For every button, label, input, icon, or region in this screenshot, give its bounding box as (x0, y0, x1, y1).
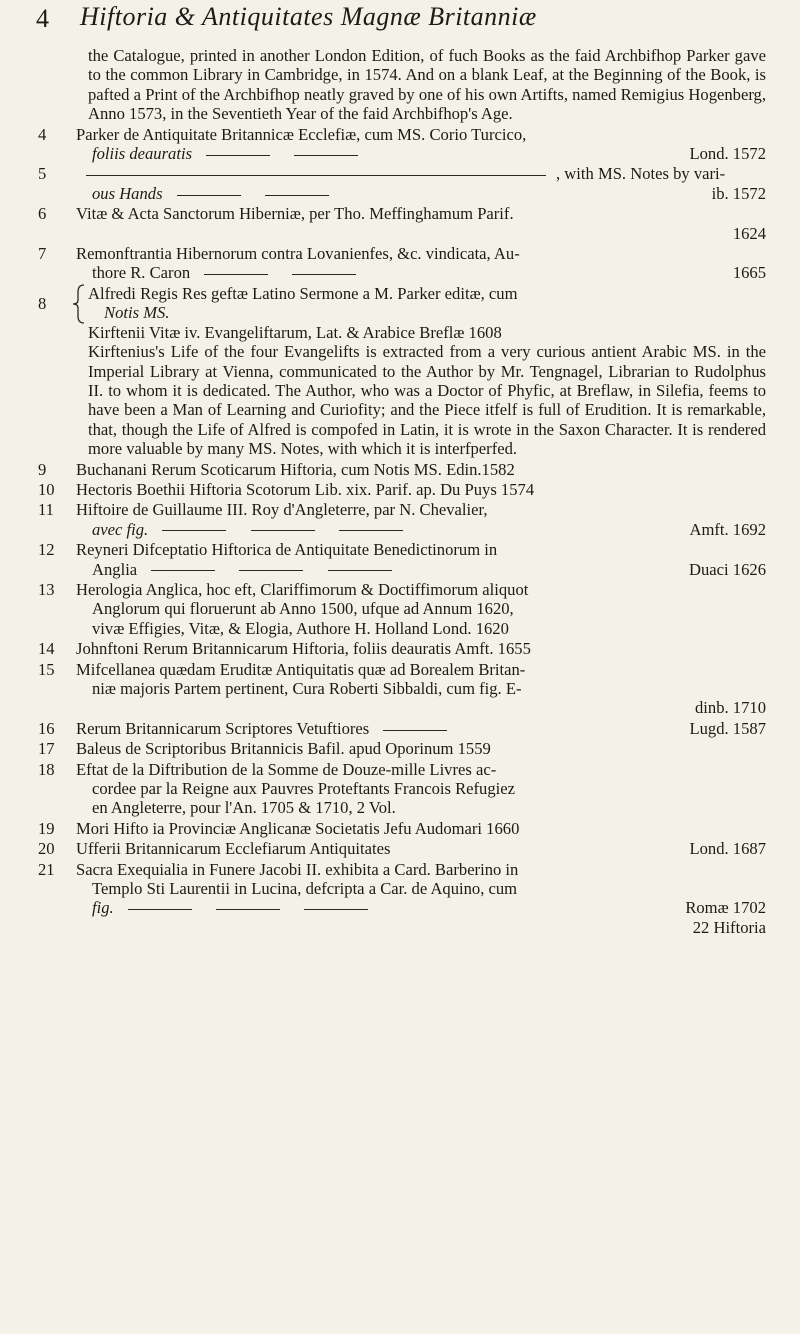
ditto-dash (216, 909, 280, 910)
entry-imprint: ib. 1572 (711, 183, 766, 203)
entry-line: fig. (92, 898, 114, 918)
entry-line: vivæ Effigies, Vitæ, & Elogia, Authore H. Holland Lond. 1620 (92, 618, 509, 638)
ditto-dash (239, 570, 303, 571)
entry-line: Reyneri Difceptatio Hiftorica de Antiquitate Benedictinorum in (76, 540, 498, 560)
entry-line: foliis deauratis (92, 144, 193, 164)
entry-line: ous Hands (92, 183, 163, 203)
entry-line: avec fig. (92, 519, 149, 539)
entry-number: 21 (38, 859, 55, 879)
entry-line: Vitæ & Acta Sanctorum Hiberniæ, per Tho. Meffinghamum Parif. (76, 204, 514, 224)
catalogue-entry (0, 580, 800, 638)
entry-line: thore R. Caron (92, 263, 191, 283)
entry-number: 15 (38, 659, 55, 679)
ditto-dash (292, 274, 356, 275)
entry-imprint: Lond. 1572 (689, 144, 766, 164)
entry-line: Hiftoire de Guillaume III. Roy d'Angleterre, par N. Chevalier, (76, 500, 488, 520)
entry-line: Kirftenii Vitæ iv. Evangeliftarum, Lat. & Arabice Breflæ 1608 (88, 322, 502, 342)
entry-line: Mifcellanea quædam Eruditæ Antiquitatis quæ ad Borealem Britan- (76, 659, 526, 679)
catalogue-entry (0, 480, 800, 499)
entry-line: Herologia Anglica, hoc eft, Clariffimorum & Doctiffimorum aliquot (76, 579, 529, 599)
ditto-dash (328, 570, 392, 571)
entry-number: 14 (38, 639, 55, 659)
ditto-dash (265, 195, 329, 196)
entry-imprint: Duaci 1626 (689, 559, 766, 579)
ditto-dash (251, 530, 315, 531)
entry-imprint: dinb. 1710 (695, 698, 766, 718)
entry-number: 10 (38, 479, 55, 499)
catalogue-entry (0, 284, 800, 342)
catalogue-entry (0, 500, 800, 539)
entry-number: 5 (38, 164, 47, 184)
entry-imprint: 1665 (732, 263, 766, 283)
entry-number: 13 (38, 579, 55, 599)
ditto-dash (128, 909, 192, 910)
intro-paragraph: the Catalogue, printed in another London Edition, of fuch Books as the faid Archbifhop Parker gave to the common Library in Cambridge, in 1574. And on a blank Leaf, at the Beginning of the Book, is pafted a Print of the Archbifhop neatly graved by one of his own Artifts, named Remigius Hogenberg, Anno 1573, in the Seventieth Year of the faid Archbifhop's Age. (88, 46, 766, 124)
ditto-dash (151, 570, 215, 571)
entry-line: Sacra Exequialia in Funere Jacobi II. exhibita a Card. Barberino in (76, 859, 519, 879)
catalogue-entry (0, 660, 800, 718)
catchword: 22 Hiftoria (692, 917, 766, 937)
entry-number: 19 (38, 818, 55, 838)
entry-line: , with MS. Notes by vari- (556, 164, 726, 184)
entry-line: Johnftoni Rerum Britannicarum Hiftoria, foliis deauratis Amft. 1655 (76, 639, 531, 659)
catalogue-entry (0, 760, 800, 818)
brace-icon (72, 284, 86, 324)
entry-number: 18 (38, 759, 55, 779)
entry-line: en Angleterre, pour l'An. 1705 & 1710, 2 Vol. (92, 798, 396, 818)
page-content (0, 46, 800, 937)
entry-line: Hectoris Boethii Hiftoria Scotorum Lib. xix. Parif. ap. Du Puys 1574 (76, 479, 535, 499)
entry-line: Eftat de la Diftribution de la Somme de Douze-mille Livres ac- (76, 759, 497, 779)
catalogue-entry (0, 244, 800, 283)
entry-line: niæ majoris Partem pertinent, Cura Roberti Sibbaldi, cum fig. E- (92, 679, 522, 698)
ditto-dash (304, 909, 368, 910)
entry-line: Buchanani Rerum Scoticarum Hiftoria, cum Notis MS. Edin.1582 (76, 459, 515, 479)
catalogue-entry (0, 739, 800, 758)
ditto-dash (177, 195, 241, 196)
page-number: 4 (36, 4, 49, 33)
entry-line: Anglia (92, 559, 138, 579)
entry-line: Ufferii Britannicarum Ecclefiarum Antiquitates (76, 839, 391, 859)
catalogue-entry (0, 839, 800, 858)
entry-number: 20 (38, 839, 55, 859)
entry-number: 4 (38, 124, 47, 144)
ditto-dash (339, 530, 403, 531)
entry-number: 11 (38, 500, 54, 520)
entry-line: Baleus de Scriptoribus Britannicis Bafil. apud Oporinum 1559 (76, 739, 491, 759)
catalogue-entry (0, 860, 800, 918)
ditto-dash (162, 530, 226, 531)
catalogue-entry (0, 540, 800, 579)
entry-imprint: 1624 (732, 223, 766, 243)
entry-number: 8 (38, 293, 47, 313)
entry-number: 7 (38, 244, 47, 264)
catalogue-entry (0, 819, 800, 838)
entry-number: 16 (38, 718, 55, 738)
entry-number: 12 (38, 540, 55, 560)
entry-imprint: Amft. 1692 (689, 519, 766, 539)
entry-line: Rerum Britannicarum Scriptores Vetuftiores (76, 718, 370, 738)
entry-line: Parker de Antiquitate Britannicæ Ecclefiæ, cum MS. Corio Turcico, (76, 124, 527, 144)
entry-line: Alfredi Regis Res geftæ Latino Sermone a M. Parker editæ, cum (88, 283, 518, 303)
ditto-dash (206, 155, 270, 156)
ditto-dash (294, 155, 358, 156)
entry-imprint: Lugd. 1587 (689, 718, 766, 738)
entry-line: Remonftrantia Hibernorum contra Lovanienfes, &c. vindicata, Au- (76, 244, 520, 264)
running-head: Hiftoria & Antiquitates Magnæ Britanniæ (80, 2, 537, 31)
catalogue-entry (0, 639, 800, 658)
catalogue-entry (0, 719, 800, 738)
page-header (0, 0, 800, 40)
catalogue-entry (0, 460, 800, 479)
entry-line: Anglorum qui floruerunt ab Anno 1500, ufque ad Annum 1620, (92, 599, 514, 619)
entry-number: 17 (38, 739, 55, 759)
entry-imprint: Lond. 1687 (689, 839, 766, 859)
entry-line: Mori Hifto ia Provinciæ Anglicanæ Societatis Jefu Audomari 1660 (76, 818, 520, 838)
entry-number: 9 (38, 459, 47, 479)
ditto-dash (383, 730, 447, 731)
catalogue-entry (0, 164, 800, 203)
entry-line: cordee par la Reigne aux Pauvres Proteftants Francois Refugiez (92, 779, 515, 799)
entry-line: Templo Sti Laurentii in Lucina, defcripta a Car. de Aquino, cum (92, 879, 518, 899)
ditto-dash (204, 274, 268, 275)
kirstenius-note: Kirftenius's Life of the four Evangelifts is extracted from a very curious antient Arabic MS. in the Imperial Library at Vienna, communicated to the Author by Mr. Tengnagel, Librarian to Rudolphus II. to whom it is dedicated. The Author, who was a Doctor of Phyfic, at Breflaw, in Silefia, feems to have been a Man of Learning and Curiofity; and the Piece itfelf is full of Erudition. It is remarkable, that, though the Life of Alfred is compofed in Latin, it is wrote in the Saxon Character. It is rendered more valuable by many MS. Notes, with which it is interfperfed. (88, 342, 766, 459)
catalogue-entry (0, 125, 800, 164)
ditto-dash (86, 175, 546, 176)
entry-number: 6 (38, 204, 47, 224)
entry-imprint: Romæ 1702 (685, 898, 766, 918)
entry-line: Notis MS. (104, 303, 170, 323)
catalogue-entry (0, 204, 800, 243)
